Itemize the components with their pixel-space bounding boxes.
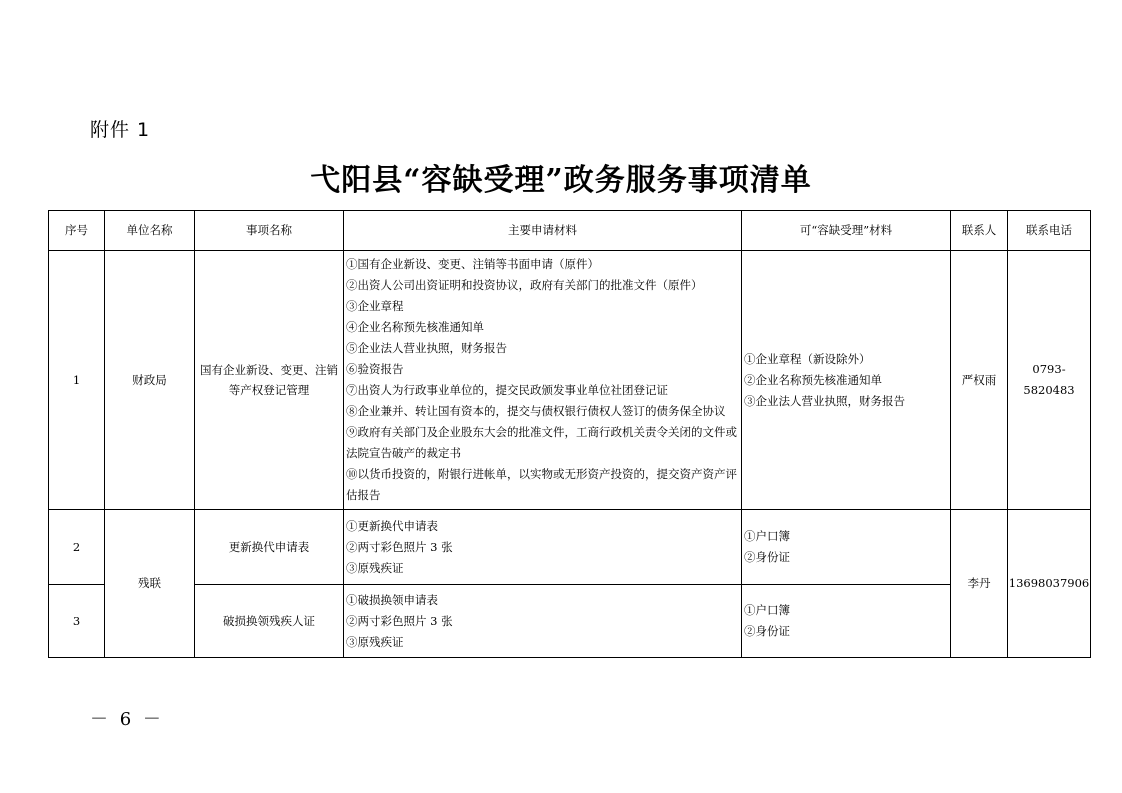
material-line: ⑧企业兼并、转让国有资本的，提交与债权银行债权人签订的债务保全协议 xyxy=(346,404,726,418)
header-materials: 主要申请材料 xyxy=(344,211,742,251)
row-item: 破损换领残疾人证 xyxy=(195,585,344,658)
deferrable-line: ①户口簿 xyxy=(744,603,790,617)
header-contact: 联系人 xyxy=(951,211,1008,251)
material-line: ⑥验资报告 xyxy=(346,362,404,376)
material-line: ③原残疾证 xyxy=(346,560,404,575)
row-phone: 0793-5820483 xyxy=(1008,251,1091,510)
deferrable-line: ③企业法人营业执照，财务报告 xyxy=(744,393,905,408)
row-item xyxy=(195,251,344,510)
row-deferrable xyxy=(742,510,951,585)
material-line: ①更新换代申请表 xyxy=(346,518,438,533)
material-line: ②两寸彩色照片 3 张 xyxy=(346,613,453,628)
deferrable-line: ①企业章程（新设除外） xyxy=(744,351,871,366)
table-row xyxy=(49,585,1091,658)
deferrable-line: ②身份证 xyxy=(744,624,790,638)
deferrable-line: ①户口簿 xyxy=(744,529,790,543)
row-item-text: 国有企业新设、变更、注销等产权登记管理 xyxy=(200,363,338,397)
deferrable-line: ②身份证 xyxy=(744,550,790,564)
row-contact: 严权雨 xyxy=(951,251,1008,510)
document-title: 弋阳县“容缺受理”政务服务事项清单 xyxy=(310,163,812,198)
table-header-row xyxy=(49,211,1091,251)
material-line: ②两寸彩色照片 3 张 xyxy=(346,539,453,554)
deferrable-line: ②企业名称预先核准通知单 xyxy=(744,372,882,387)
material-line: ⑨政府有关部门及企业股东大会的批准文件，工商行政机关责令关闭的文件或法院宣告破产的裁定书 xyxy=(346,425,737,460)
row-deferrable xyxy=(742,585,951,658)
material-line: ③企业章程 xyxy=(346,299,404,313)
row-contact: 李丹 xyxy=(951,510,1008,658)
material-line: ⑦出资人为行政事业单位的，提交民政颁发事业单位社团登记证 xyxy=(346,383,668,397)
row-materials xyxy=(344,251,742,510)
row-no: 2 xyxy=(49,510,105,585)
header-phone: 联系电话 xyxy=(1008,211,1091,251)
header-unit: 单位名称 xyxy=(105,211,195,251)
row-unit: 财政局 xyxy=(105,251,195,510)
page-number: － 6 － xyxy=(90,709,164,730)
row-deferrable xyxy=(742,251,951,510)
header-item: 事项名称 xyxy=(195,211,344,251)
table-row xyxy=(49,510,1091,585)
material-line: ④企业名称预先核准通知单 xyxy=(346,320,484,334)
service-items-table xyxy=(48,210,1091,658)
row-no: 1 xyxy=(49,251,105,510)
row-no: 3 xyxy=(49,585,105,658)
material-line: ⑤企业法人营业执照，财务报告 xyxy=(346,341,507,355)
material-line: ⑩以货币投资的，附银行进帐单，以实物或无形资产投资的，提交资产资产评估报告 xyxy=(346,467,737,502)
header-deferrable: 可“容缺受理”材料 xyxy=(742,211,951,251)
row-unit: 残联 xyxy=(105,510,195,658)
table-row xyxy=(49,251,1091,510)
row-materials xyxy=(344,585,742,658)
row-item: 更新换代申请表 xyxy=(195,510,344,585)
material-line: ①国有企业新设、变更、注销等书面申请（原件） xyxy=(346,257,599,271)
material-line: ②出资人公司出资证明和投资协议，政府有关部门的批准文件（原件） xyxy=(346,278,703,292)
attachment-label: 附件 1 xyxy=(90,119,151,141)
row-materials xyxy=(344,510,742,585)
header-no: 序号 xyxy=(49,211,105,251)
material-line: ①破损换领申请表 xyxy=(346,592,438,607)
material-line: ③原残疾证 xyxy=(346,634,404,649)
row-phone: 13698037906 xyxy=(1008,510,1091,658)
